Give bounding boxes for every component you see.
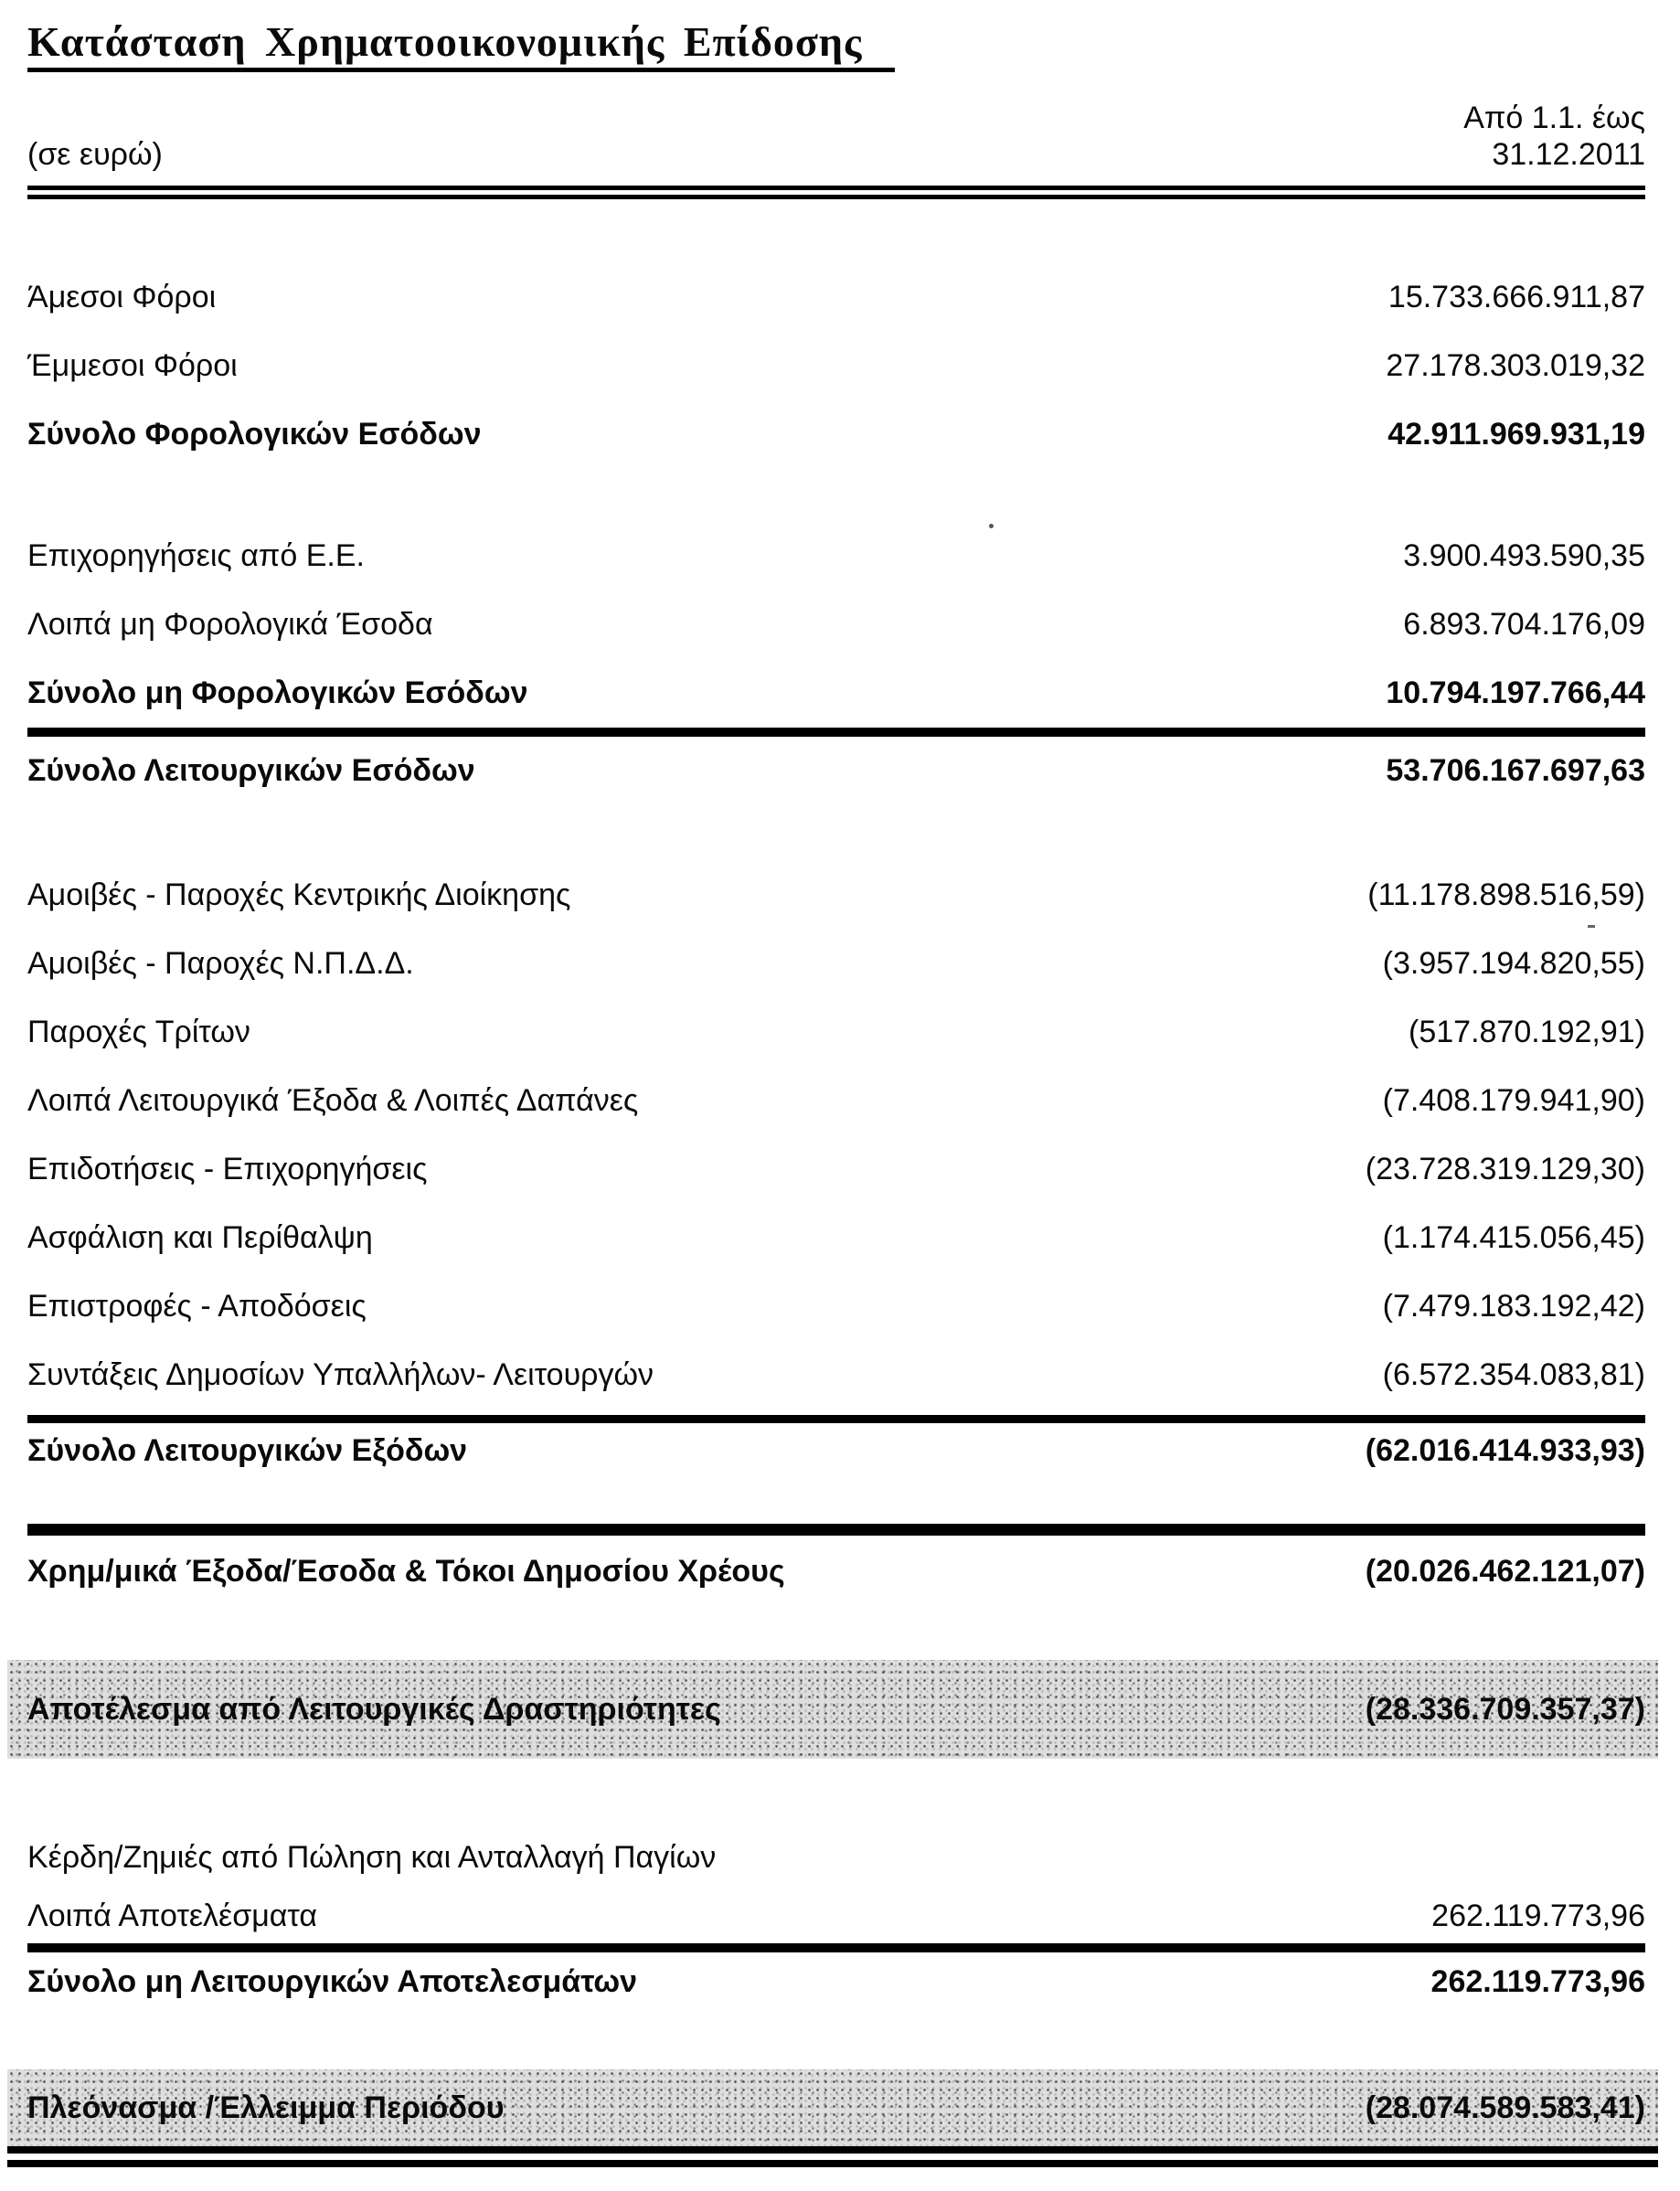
row-value: 10.794.197.766,44 <box>1386 675 1645 710</box>
row-label: Σύνολο μη Λειτουργικών Αποτελεσμάτων <box>27 1964 638 1999</box>
bottom-double-rule <box>7 2146 1658 2167</box>
row-label: Σύνολο Λειτουργικών Εξόδων <box>27 1432 468 1468</box>
row-total-tax-revenues <box>27 400 1645 469</box>
row-third-party-benefits <box>27 998 1645 1067</box>
row-value: (3.957.194.820,55) <box>1382 946 1645 981</box>
row-civil-servant-pensions <box>27 1341 1645 1409</box>
row-value: 262.119.773,96 <box>1431 1898 1645 1933</box>
row-value: (28.336.709.357,37) <box>1365 1691 1645 1727</box>
row-label: Επιστροφές - Αποδόσεις <box>27 1289 367 1324</box>
scan-artifact-dot <box>1588 925 1595 928</box>
section-divider <box>27 728 1645 737</box>
row-value: 53.706.167.697,63 <box>1386 753 1645 788</box>
section-divider <box>27 1524 1645 1536</box>
row-central-admin-compensation <box>27 861 1645 930</box>
row-label: Λοιπά Αποτελέσματα <box>27 1898 318 1933</box>
header-divider <box>27 186 1645 199</box>
row-label: Επιδοτήσεις - Επιχορηγήσεις <box>27 1152 428 1186</box>
row-value: (62.016.414.933,93) <box>1365 1432 1645 1468</box>
row-total-operating-expenses <box>27 1423 1645 1478</box>
row-value: 42.911.969.931,19 <box>1388 417 1645 452</box>
row-label: Σύνολο Λειτουργικών Εσόδων <box>27 753 475 788</box>
statement-header <box>27 100 1645 173</box>
row-total-non-operating-results <box>27 1952 1645 2012</box>
row-value: (7.408.179.941,90) <box>1382 1083 1645 1118</box>
row-label: Έμμεσοι Φόροι <box>27 348 238 383</box>
row-label: Σύνολο Φορολογικών Εσόδων <box>27 417 482 452</box>
row-label: Λοιπά μη Φορολογικά Έσοδα <box>27 607 433 642</box>
row-value: 262.119.773,96 <box>1430 1964 1645 1999</box>
row-value: (23.728.319.129,30) <box>1365 1152 1645 1186</box>
section-tax-revenues <box>27 263 1645 469</box>
row-label: Άμεσοι Φόροι <box>27 280 217 314</box>
row-label: Χρημ/μικά Έξοδα/Έσοδα & Τόκοι Δημοσίου Χρέους <box>27 1553 785 1589</box>
section-operating-expenses <box>27 861 1645 1409</box>
row-label: Σύνολο μη Φορολογικών Εσόδων <box>27 675 528 710</box>
row-subsidies-grants <box>27 1135 1645 1204</box>
row-npdd-compensation <box>27 930 1645 998</box>
row-gains-losses-asset-sales <box>27 1827 1645 1888</box>
row-value: (1.174.415.056,45) <box>1382 1220 1645 1255</box>
row-value: 15.733.666.911,87 <box>1388 280 1645 314</box>
row-value: (7.479.183.192,42) <box>1382 1289 1645 1324</box>
row-label: Παροχές Τρίτων <box>27 1015 250 1049</box>
row-value: (11.178.898.516,59) <box>1367 877 1645 912</box>
row-period-surplus-deficit <box>7 2069 1658 2146</box>
row-label: Κέρδη/Ζημιές από Πώληση και Ανταλλαγή Παγίων <box>27 1840 717 1875</box>
row-operating-activities-result <box>7 1660 1658 1759</box>
row-other-non-tax-revenues <box>27 590 1645 659</box>
currency-note: (σε ευρώ) <box>27 137 163 172</box>
row-value: (20.026.462.121,07) <box>1365 1553 1645 1589</box>
row-direct-taxes <box>27 263 1645 332</box>
row-label: Ασφάλιση και Περίθαλψη <box>27 1220 373 1255</box>
period-header <box>1463 100 1645 173</box>
row-label: Πλεόνασμα /Έλλειμμα Περιόδου <box>27 2090 505 2125</box>
row-value: (28.074.589.583,41) <box>1365 2090 1645 2125</box>
row-financial-items-public-debt-interest <box>27 1536 1645 1607</box>
row-value: 6.893.704.176,09 <box>1403 607 1645 642</box>
row-insurance-healthcare <box>27 1204 1645 1272</box>
section-divider <box>27 1943 1645 1952</box>
row-value: (6.572.354.083,81) <box>1382 1357 1645 1392</box>
period-line-1: Από 1.1. έως <box>1463 101 1645 135</box>
page-title: Κατάσταση Χρηματοοικονομικής Επίδοσης <box>27 16 895 72</box>
scan-artifact-dot <box>989 524 994 528</box>
row-label: Αμοιβές - Παροχές Ν.Π.Δ.Δ. <box>27 946 414 981</box>
row-label: Αμοιβές - Παροχές Κεντρικής Διοίκησης <box>27 877 571 912</box>
row-eu-grants <box>27 522 1645 590</box>
row-value: 27.178.303.019,32 <box>1386 348 1645 383</box>
section-non-tax-revenues <box>27 522 1645 728</box>
section-divider <box>27 1415 1645 1423</box>
row-label: Λοιπά Λειτουργικά Έξοδα & Λοιπές Δαπάνες <box>27 1083 639 1118</box>
row-label: Αποτέλεσμα από Λειτουργικές Δραστηριότητες <box>27 1691 721 1727</box>
row-indirect-taxes <box>27 332 1645 400</box>
row-value: 3.900.493.590,35 <box>1403 538 1645 573</box>
row-total-operating-revenues <box>27 737 1645 805</box>
row-total-non-tax-revenues <box>27 659 1645 728</box>
row-label: Επιχορηγήσεις από Ε.Ε. <box>27 538 365 573</box>
row-other-results <box>27 1888 1645 1943</box>
period-line-2: 31.12.2011 <box>1492 137 1645 172</box>
row-value: (517.870.192,91) <box>1409 1015 1645 1049</box>
row-label: Συντάξεις Δημοσίων Υπαλλήλων- Λειτουργών <box>27 1357 654 1392</box>
row-refunds-returns <box>27 1272 1645 1341</box>
row-other-operating-expenses <box>27 1067 1645 1135</box>
